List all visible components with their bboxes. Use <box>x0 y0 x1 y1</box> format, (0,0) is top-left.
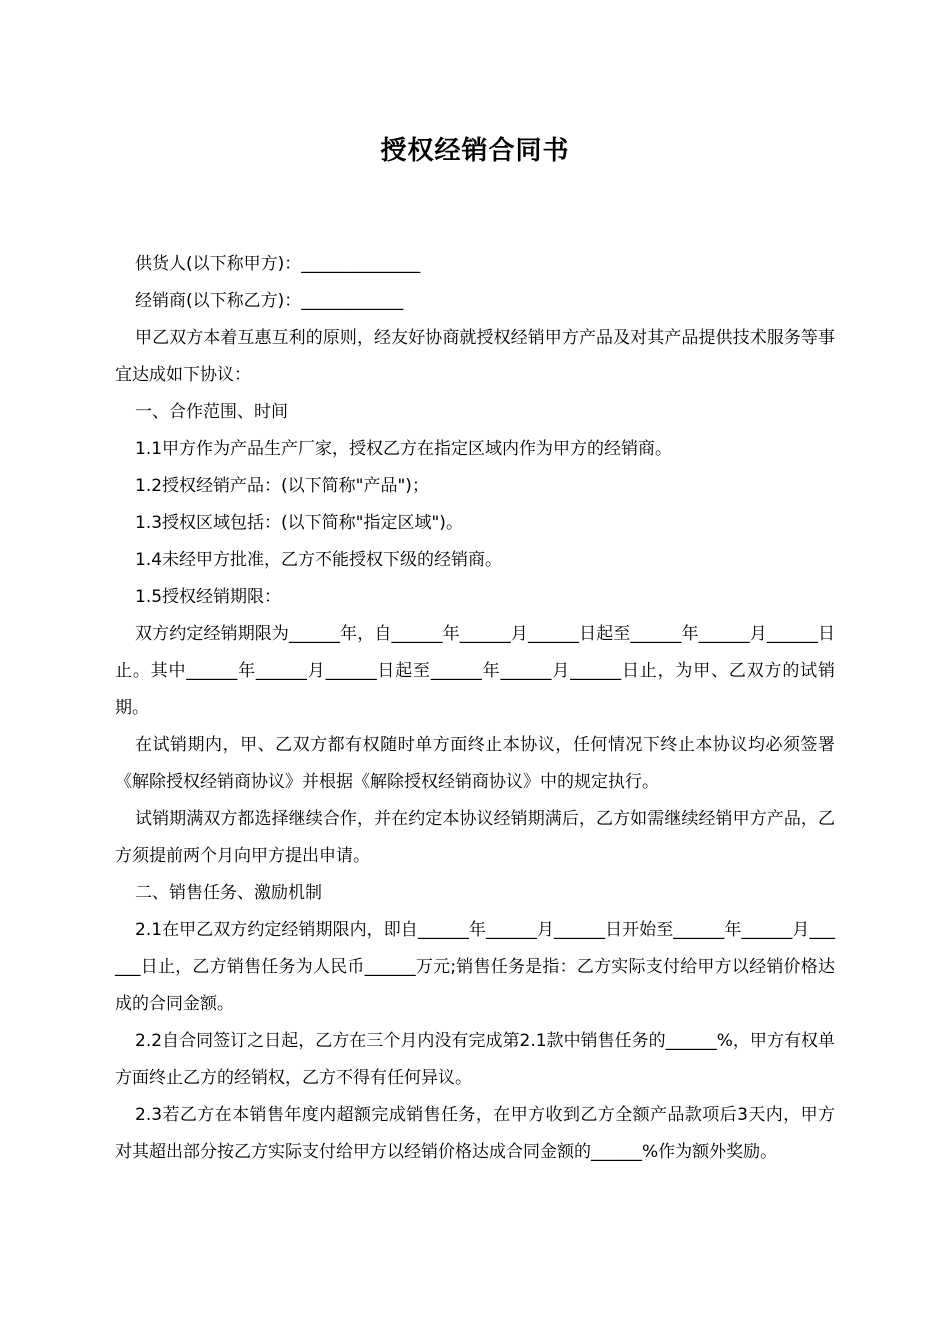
clause-1-3: 1.3授权区域包括：(以下简称"指定区域")。 <box>135 513 463 533</box>
supplier-line: 供货人(以下称甲方)：______________ <box>135 254 421 274</box>
clause-1-5: 1.5授权经销期限： <box>135 587 282 607</box>
clause-2-2: 2.2自合同签订之日起，乙方在三个月内没有完成第2.1款中销售任务的______%，甲方有权单方面终止乙方的经销权，乙方不得有任何异议。 <box>115 1031 835 1088</box>
clause-2-3: 2.3若乙方在本销售年度内超额完成销售任务，在甲方收到乙方全额产品款项后3天内，甲方对其超出部分按乙方实际支付给甲方以经销价格达成合同金额的______%作为额外奖励。 <box>115 1105 835 1162</box>
distributor-line: 经销商(以下称乙方)：____________ <box>135 291 404 311</box>
clause-2-1: 2.1在甲乙双方约定经销期限内，即自______年______月______日开始至______年______月______日止，乙方销售任务为人民币______万元;销售任务是指：乙方实际支付给甲方以经销价格达成的合同金额。 <box>115 920 835 1014</box>
document-title: 授权经销合同书 <box>380 136 570 166</box>
section-heading-1: 一、合作范围、时间 <box>135 402 288 422</box>
section-heading-2: 二、销售任务、激励机制 <box>135 883 322 903</box>
term-paragraph: 双方约定经销期限为______年，自______年______月______日起至______年______月______日止。其中______年______月______日起至______年______月______日止，为甲、乙双方的试销期。 <box>115 624 835 718</box>
renewal-paragraph: 试销期满双方都选择继续合作，并在约定本协议经销期满后，乙方如需继续经销甲方产品，乙方须提前两个月向甲方提出申请。 <box>115 809 835 866</box>
preamble-paragraph: 甲乙双方本着互惠互利的原则，经友好协商就授权经销甲方产品及对其产品提供技术服务等事宜达成如下协议： <box>115 328 835 385</box>
trial-period-paragraph: 在试销期内，甲、乙双方都有权随时单方面终止本协议，任何情况下终止本协议均必须签署《解除授权经销商协议》并根据《解除授权经销商协议》中的规定执行。 <box>115 735 835 792</box>
clause-1-2: 1.2授权经销产品：(以下简称"产品")； <box>135 476 429 496</box>
document-body <box>115 246 835 1171</box>
clause-1-1: 1.1甲方作为产品生产厂家，授权乙方在指定区域内作为甲方的经销商。 <box>135 439 673 459</box>
clause-1-4: 1.4未经甲方批准，乙方不能授权下级的经销商。 <box>135 550 503 570</box>
